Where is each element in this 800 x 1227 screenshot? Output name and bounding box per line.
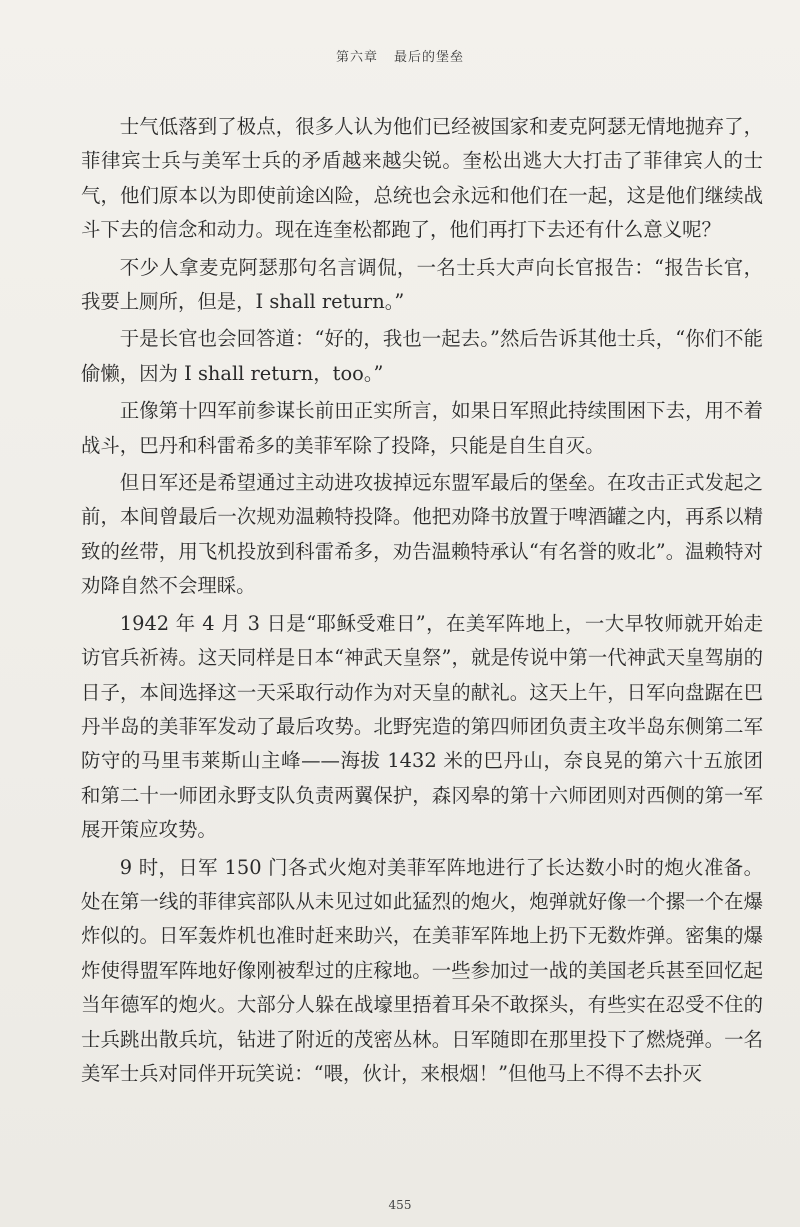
paragraph: 正像第十四军前参谋长前田正实所言，如果日军照此持续围困下去，用不着战斗，巴丹和科雷希多的美菲军除了投降，只能是自生自灭。 <box>81 399 763 457</box>
paragraph: 士气低落到了极点，很多人认为他们已经被国家和麦克阿瑟无情地抛弃了，菲律宾士兵与美军士兵的矛盾越来越尖锐。奎松出逃大大打击了菲律宾人的士气，他们原本以为即使前途凶险，总统也会永远和他们在一起，这是他们继续战斗下去的信念和动力。现在连奎松都跑了，他们再打下去还有什么意义呢？ <box>81 115 763 242</box>
paragraph: 于是长官也会回答道：“好的，我也一起去。”然后告诉其他士兵，“你们不能偷懒，因为 I shall return，too。” <box>81 327 763 385</box>
paragraph: 9 时，日军 150 门各式火炮对美菲军阵地进行了长达数小时的炮火准备。处在第一线的菲律宾部队从未见过如此猛烈的炮火，炮弹就好像一个摞一个在爆炸似的。日军轰炸机也准时赶来助兴，在美菲军阵地上扔下无数炸弹。密集的爆炸使得盟军阵地好像刚被犁过的庄稼地。一些参加过一战的美国老兵甚至回忆起当年德军的炮火。大部分人躲在战壕里捂着耳朵不敢探头，有些实在忍受不住的士兵跳出散兵坑，钻进了附近的茂密丛林。日军随即在那里投下了燃烧弹。一名美军士兵对同伴开玩笑说：“喂，伙计，来根烟！”但他马上不得不去扑灭 <box>81 855 763 1085</box>
paragraph: 不少人拿麦克阿瑟那句名言调侃，一名士兵大声向长官报告：“报告长官，我要上厕所，但是，I shall return。” <box>81 255 763 314</box>
paragraph: 但日军还是希望通过主动进攻拔掉远东盟军最后的堡垒。在攻击正式发起之前，本间曾最后一次规劝温赖特投降。他把劝降书放置于啤酒罐之内，再系以精致的丝带，用飞机投放到科雷希多，劝告温赖特承认“有名誉的败北”。温赖特对劝降自然不会理睬。 <box>81 471 763 598</box>
running-header <box>0 46 800 65</box>
page-number: 455 <box>388 1198 412 1212</box>
chapter-title: 最后的堡垒 <box>394 50 465 65</box>
chapter-label: 第六章 <box>335 50 378 65</box>
body-text <box>81 110 763 1094</box>
paragraph: 1942 年 4 月 3 日是“耶稣受难日”，在美军阵地上，一大早牧师就开始走访官兵祈祷。这天同样是日本“神武天皇祭”，就是传说中第一代神武天皇驾崩的日子，本间选择这一天采取行动作为对天皇的献礼。这天上午，日军向盘踞在巴丹半岛的美菲军发动了最后攻势。北野宪造的第四师团负责主攻半岛东侧第二军防守的马里韦莱斯山主峰——海拔 1432 米的巴丹山，奈良晃的第六十五旅团和第二十一师团永野支队负责两翼保护，森冈皋的第十六师团则对西侧的第一军展开策应攻势。 <box>81 611 763 842</box>
